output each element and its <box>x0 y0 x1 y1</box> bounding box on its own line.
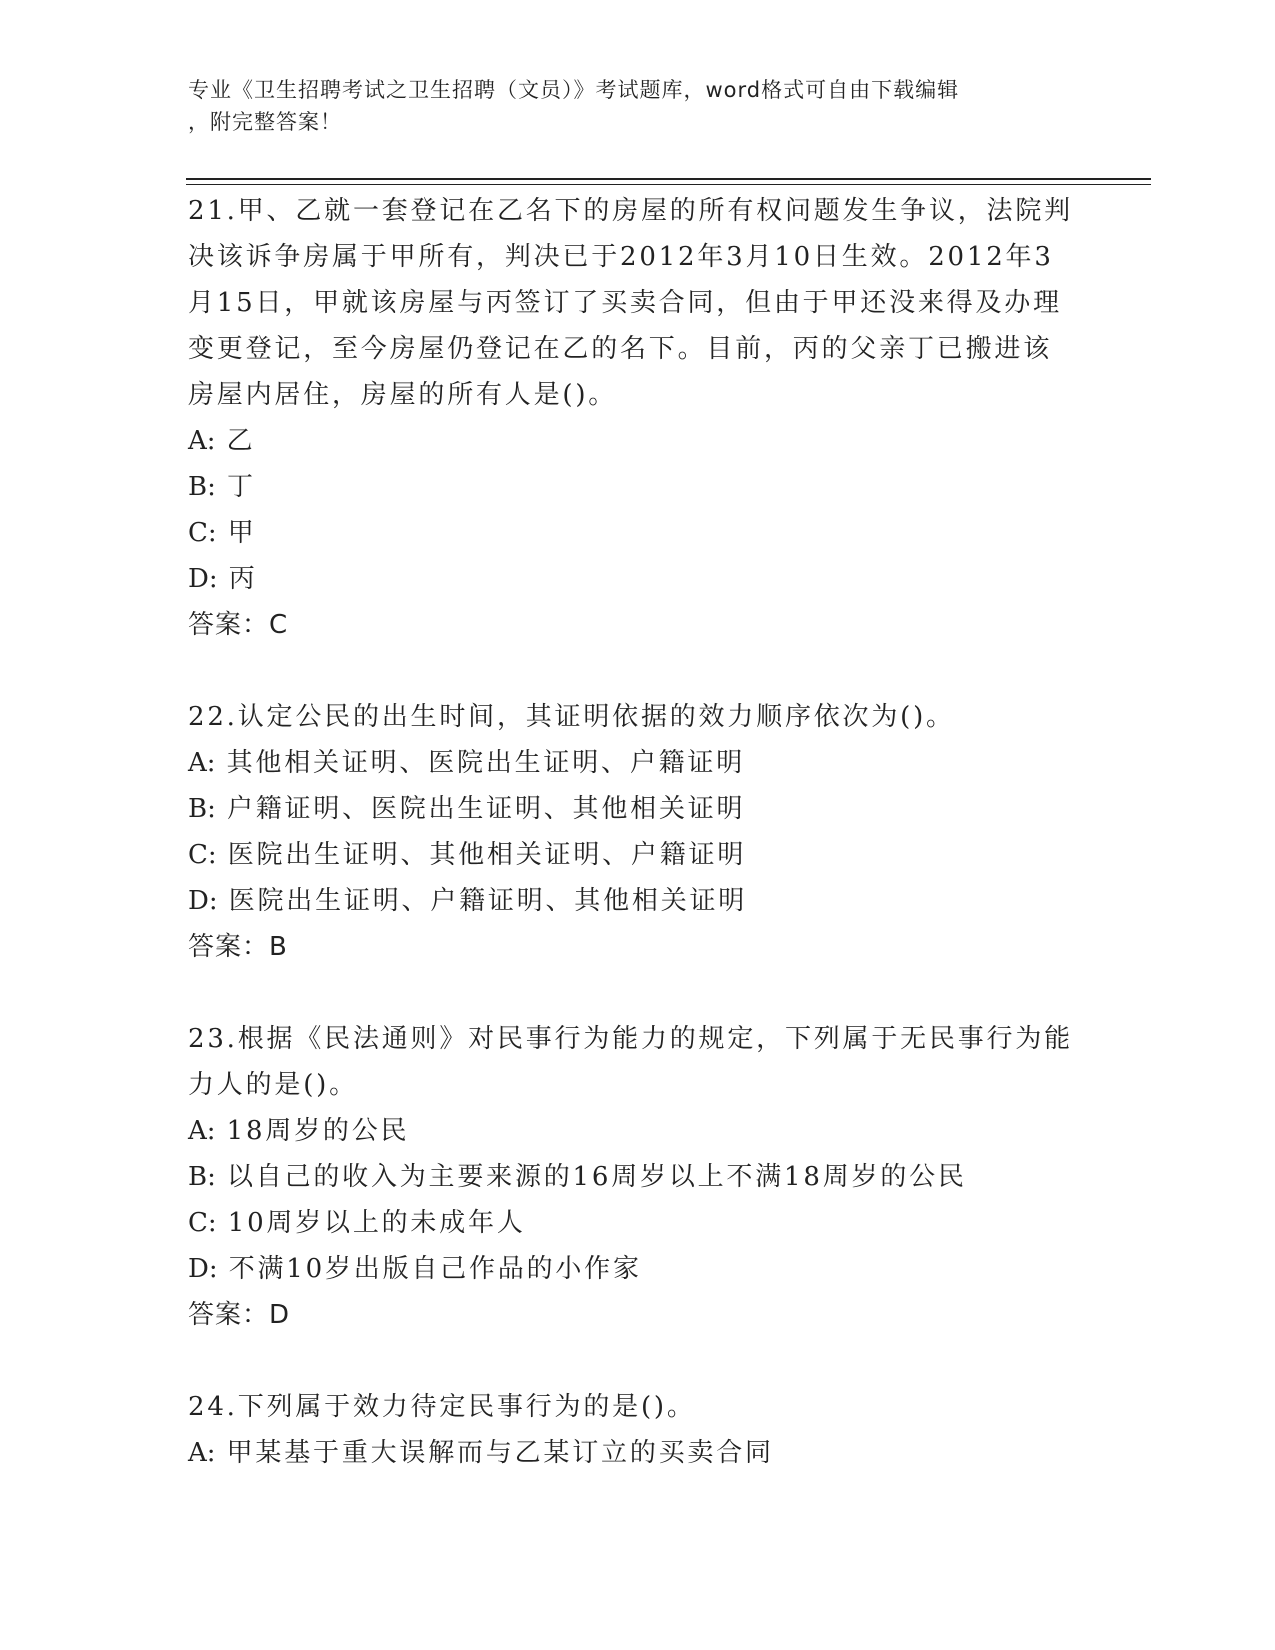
question-block <box>188 188 1088 648</box>
header-line-2: ，附完整答案！ <box>188 110 342 134</box>
answer-option <box>188 556 1088 602</box>
answer-option <box>188 1246 1088 1292</box>
option-key: A: <box>188 1438 216 1468</box>
option-text: 10周岁以上的未成年人 <box>227 1208 526 1238</box>
answer-option <box>188 740 1088 786</box>
answer-option <box>188 1430 1088 1476</box>
question-stem-line: 力人的是()。 <box>188 1070 358 1100</box>
option-key: D: <box>188 1254 218 1284</box>
option-key: A: <box>188 748 216 778</box>
question-block <box>188 1016 1088 1338</box>
option-text: 医院出生证明、户籍证明、其他相关证明 <box>228 886 748 916</box>
answer-option <box>188 786 1088 832</box>
answer-option <box>188 418 1088 464</box>
option-key: C: <box>188 840 217 870</box>
option-text: 丙 <box>228 564 258 594</box>
option-text: 丁 <box>226 472 256 502</box>
answer-option <box>188 878 1088 924</box>
option-text: 不满10岁出版自己作品的小作家 <box>228 1254 642 1284</box>
question-block <box>188 1384 1088 1476</box>
answer-line: 答案：D <box>188 1300 291 1330</box>
document-header <box>188 74 1068 138</box>
option-key: D: <box>188 886 218 916</box>
answer-option <box>188 464 1088 510</box>
option-text: 其他相关证明、医院出生证明、户籍证明 <box>226 748 746 778</box>
option-key: B: <box>188 794 216 824</box>
question-stem-line: 21.甲、乙就一套登记在乙名下的房屋的所有权问题发生争议，法院判 <box>188 196 1073 226</box>
option-text: 医院出生证明、其他相关证明、户籍证明 <box>227 840 747 870</box>
option-text: 甲某基于重大误解而与乙某订立的买卖合同 <box>226 1438 774 1468</box>
option-key: A: <box>188 1116 216 1146</box>
option-text: 以自己的收入为主要来源的16周岁以上不满18周岁的公民 <box>226 1162 967 1192</box>
option-text: 18周岁的公民 <box>226 1116 410 1146</box>
answer-option <box>188 1200 1088 1246</box>
question-stem-line: 24.下列属于效力待定民事行为的是()。 <box>188 1392 696 1422</box>
question-stem-line: 22.认定公民的出生时间，其证明依据的效力顺序依次为()。 <box>188 702 955 732</box>
question-stem-line: 23.根据《民法通则》对民事行为能力的规定，下列属于无民事行为能 <box>188 1024 1073 1054</box>
answer-option <box>188 1154 1088 1200</box>
option-key: D: <box>188 564 218 594</box>
answer-option <box>188 832 1088 878</box>
option-key: B: <box>188 472 216 502</box>
question-block <box>188 694 1088 970</box>
header-line-1: 专业《卫生招聘考试之卫生招聘（文员）》考试题库，word格式可自由下载编辑 <box>188 78 960 102</box>
option-key: B: <box>188 1162 216 1192</box>
option-key: C: <box>188 518 217 548</box>
question-stem-line: 决该诉争房属于甲所有，判决已于2012年3月10日生效。2012年3 <box>188 242 1054 272</box>
option-text: 甲 <box>227 518 257 548</box>
option-text: 户籍证明、医院出生证明、其他相关证明 <box>226 794 746 824</box>
question-stem-line: 房屋内居住，房屋的所有人是()。 <box>188 380 618 410</box>
answer-option <box>188 1108 1088 1154</box>
header-divider-thick <box>186 178 1151 180</box>
header-divider-thin <box>186 184 1151 185</box>
option-key: C: <box>188 1208 217 1238</box>
answer-line: 答案：C <box>188 610 289 640</box>
question-stem-line: 月15日，甲就该房屋与丙签订了买卖合同，但由于甲还没来得及办理 <box>188 288 1062 318</box>
answer-option <box>188 510 1088 556</box>
question-list <box>188 188 1088 1522</box>
option-text: 乙 <box>226 426 256 456</box>
question-stem-line: 变更登记，至今房屋仍登记在乙的名下。目前，丙的父亲丁已搬进该 <box>188 334 1053 364</box>
option-key: A: <box>188 426 216 456</box>
answer-line: 答案：B <box>188 932 288 962</box>
